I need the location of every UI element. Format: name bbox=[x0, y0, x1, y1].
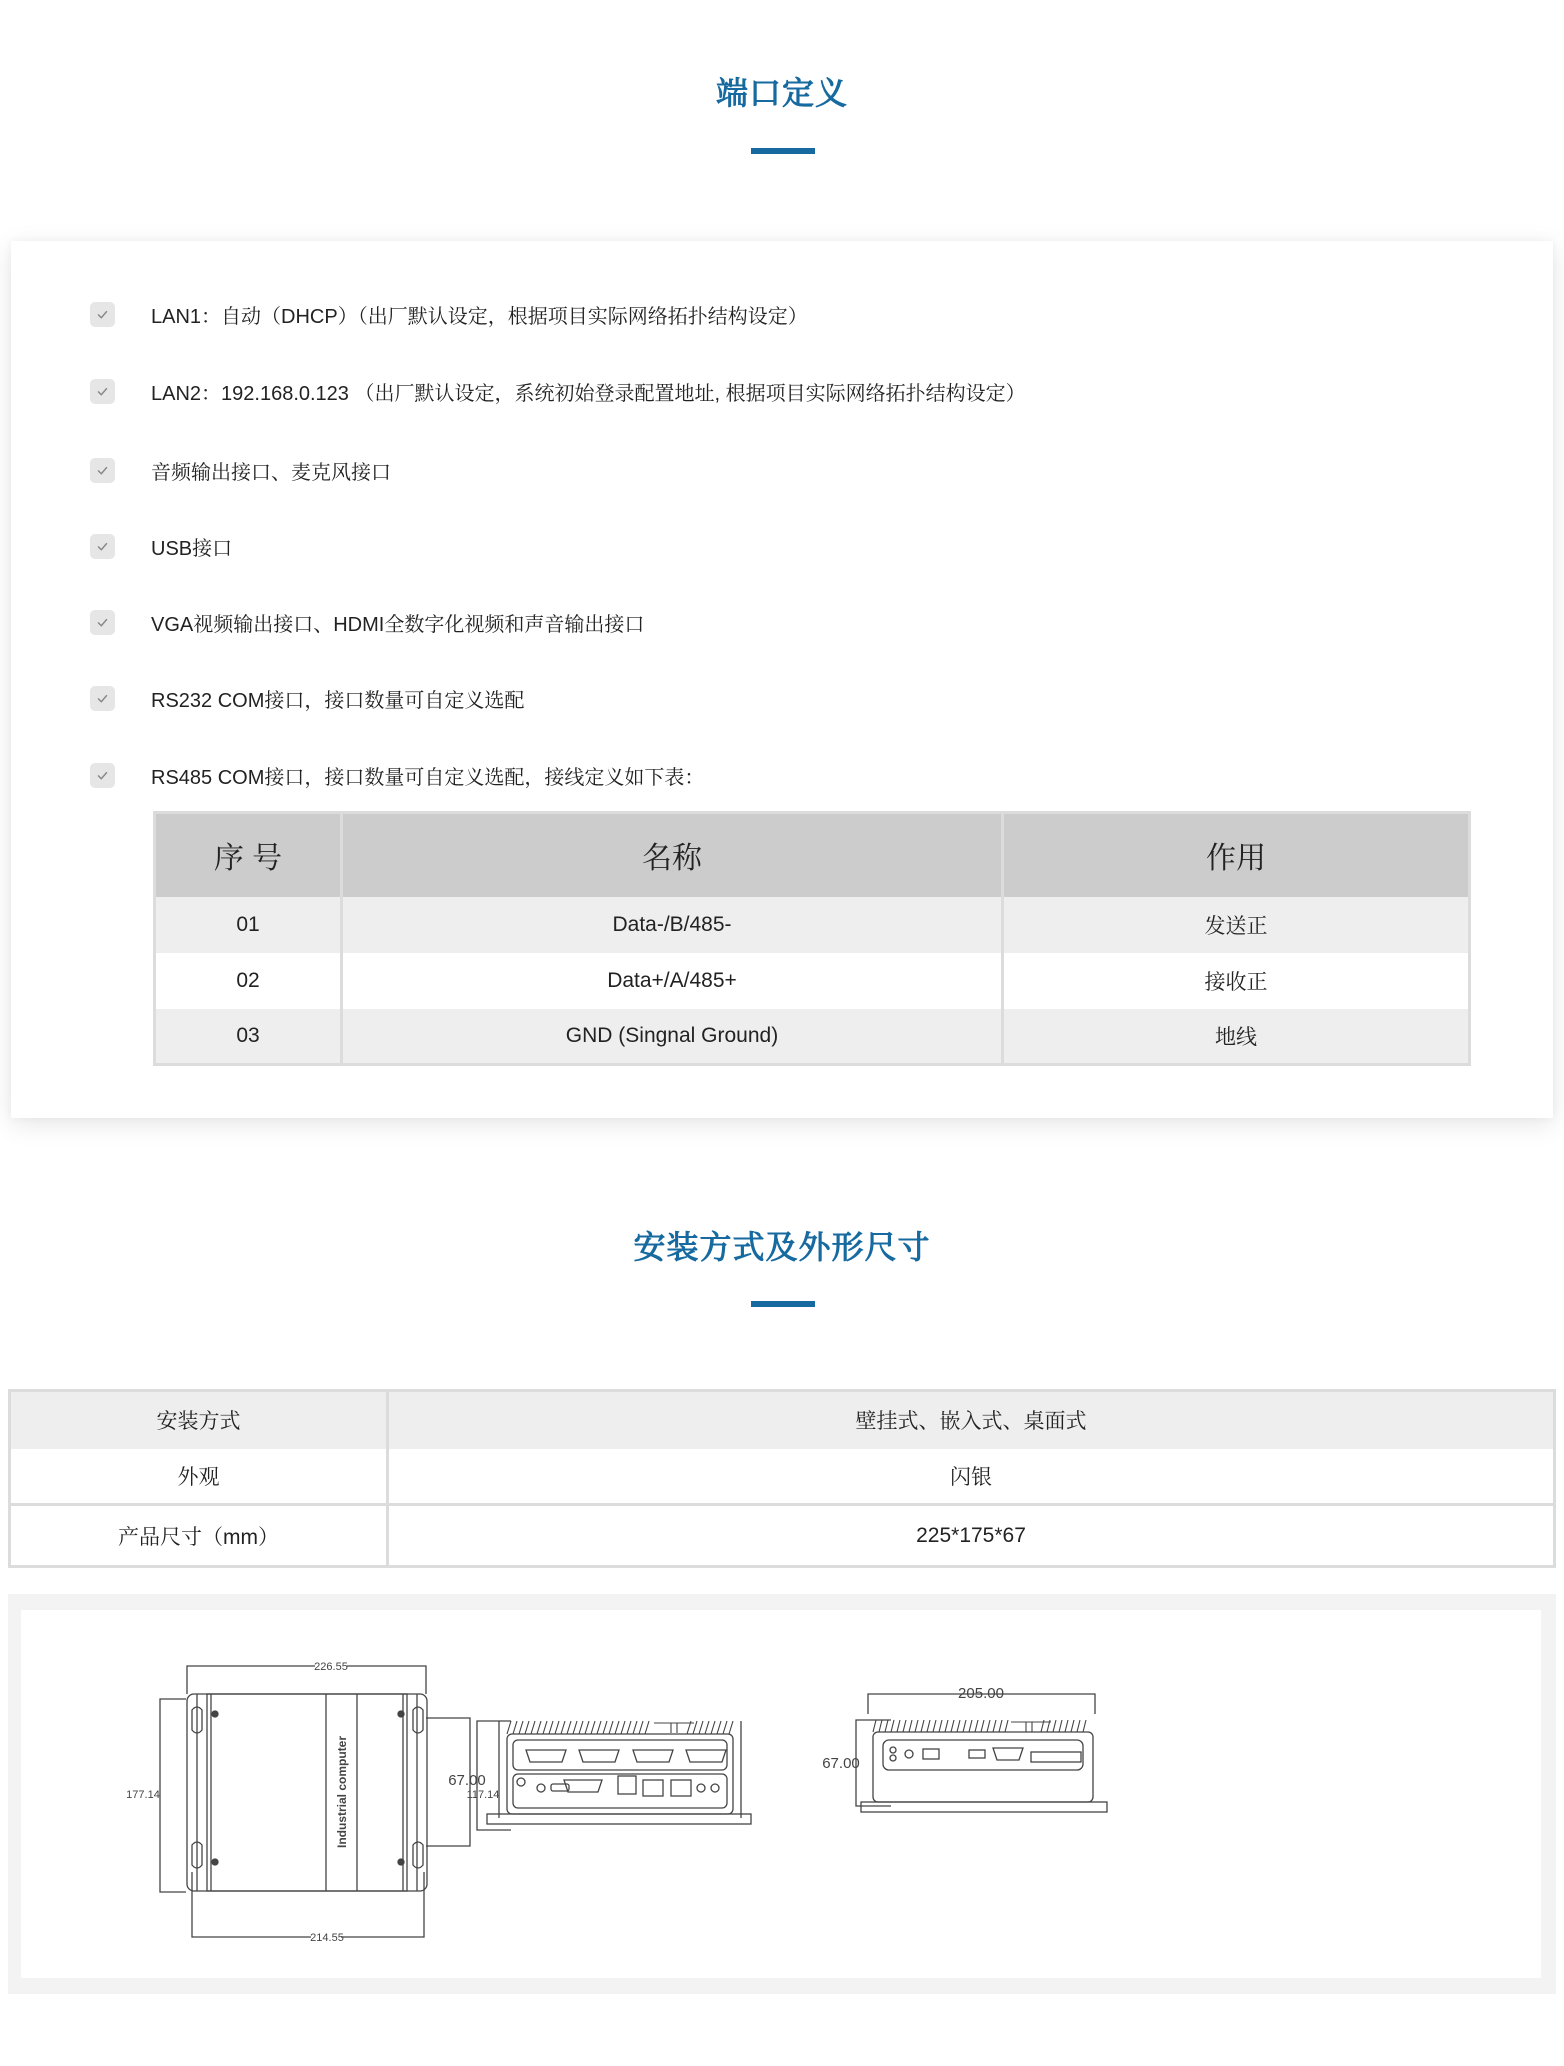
spec-value: 闪银 bbox=[388, 1449, 1555, 1505]
cell-function: 地线 bbox=[1003, 1009, 1470, 1065]
cell-name: Data-/B/485- bbox=[342, 897, 1003, 953]
check-icon bbox=[90, 534, 115, 559]
table-row bbox=[155, 897, 1470, 953]
check-icon bbox=[90, 763, 115, 788]
table-header-row bbox=[155, 813, 1470, 897]
feature-text: LAN2：192.168.0.123 （出厂默认设定，系统初始登录配置地址, 根据项目实际网络拓扑结构设定） bbox=[151, 382, 1026, 405]
feature-item-audio bbox=[90, 455, 391, 485]
feature-text: USB接口 bbox=[151, 537, 233, 560]
cell-index: 02 bbox=[155, 953, 342, 1009]
column-header-index: 序 号 bbox=[155, 813, 342, 897]
spec-label: 外观 bbox=[10, 1449, 388, 1505]
dim-label-rear-height: 67.00 bbox=[822, 1755, 860, 1772]
section-title-underline bbox=[751, 1301, 815, 1307]
dimension-drawing-frame bbox=[8, 1594, 1556, 1994]
spec-value: 壁挂式、嵌入式、桌面式 bbox=[388, 1391, 1555, 1449]
feature-text: RS485 COM接口，接口数量可自定义选配，接线定义如下表： bbox=[151, 766, 705, 789]
dim-label-front-height: 67.00 bbox=[448, 1772, 486, 1789]
feature-text: LAN1：自动（DHCP）（出厂默认设定，根据项目实际网络拓扑结构设定） bbox=[151, 305, 808, 328]
table-row bbox=[10, 1449, 1555, 1505]
check-icon bbox=[90, 302, 115, 327]
dim-label-bottom-width: 214.55 bbox=[310, 1932, 344, 1944]
cell-name: GND (Singnal Ground) bbox=[342, 1009, 1003, 1065]
dim-label-top-width: 226.55 bbox=[314, 1661, 348, 1673]
dim-label-right-height: 117.14 bbox=[466, 1789, 500, 1801]
spec-value: 225*175*67 bbox=[388, 1505, 1555, 1567]
feature-item-rs232 bbox=[90, 683, 524, 713]
cell-function: 发送正 bbox=[1003, 897, 1470, 953]
check-icon bbox=[90, 379, 115, 404]
top-view-drawing bbox=[160, 1666, 470, 1937]
cell-name: Data+/A/485+ bbox=[342, 953, 1003, 1009]
table-row bbox=[10, 1505, 1555, 1567]
column-header-name: 名称 bbox=[342, 813, 1003, 897]
feature-text: RS232 COM接口，接口数量可自定义选配 bbox=[151, 689, 525, 712]
check-icon bbox=[90, 610, 115, 635]
section-title-port-definition: 端口定义 bbox=[715, 75, 848, 111]
column-header-function: 作用 bbox=[1003, 813, 1470, 897]
dimension-drawing bbox=[21, 1610, 1541, 1978]
dim-label-left-height: 177.14 bbox=[126, 1789, 160, 1801]
feature-item-usb bbox=[90, 531, 232, 561]
table-row bbox=[155, 1009, 1470, 1065]
feature-item-rs485 bbox=[90, 760, 704, 790]
section-title-underline bbox=[751, 148, 815, 154]
table-row bbox=[155, 953, 1470, 1009]
check-icon bbox=[90, 686, 115, 711]
feature-item-lan1 bbox=[90, 299, 808, 329]
feature-item-lan2 bbox=[90, 376, 1026, 406]
rs485-wiring-table bbox=[153, 811, 1471, 1066]
spec-label: 产品尺寸（mm） bbox=[10, 1505, 388, 1567]
device-label: Industrial computer bbox=[335, 1735, 349, 1849]
rear-view-drawing bbox=[856, 1694, 1107, 1812]
check-icon bbox=[90, 458, 115, 483]
dim-label-rear-width: 205.00 bbox=[958, 1685, 1004, 1702]
cell-function: 接收正 bbox=[1003, 953, 1470, 1009]
feature-text: 音频输出接口、麦克风接口 bbox=[151, 461, 391, 484]
front-view-drawing bbox=[477, 1721, 751, 1830]
cell-index: 03 bbox=[155, 1009, 342, 1065]
feature-text: VGA视频输出接口、HDMI全数字化视频和声音输出接口 bbox=[151, 613, 645, 636]
spec-label: 安装方式 bbox=[10, 1391, 388, 1449]
section-title-installation: 安装方式及外形尺寸 bbox=[633, 1229, 931, 1265]
installation-spec-table bbox=[8, 1389, 1556, 1568]
port-definition-card bbox=[11, 241, 1553, 1118]
cell-index: 01 bbox=[155, 897, 342, 953]
feature-item-video bbox=[90, 607, 644, 637]
table-row bbox=[10, 1391, 1555, 1449]
